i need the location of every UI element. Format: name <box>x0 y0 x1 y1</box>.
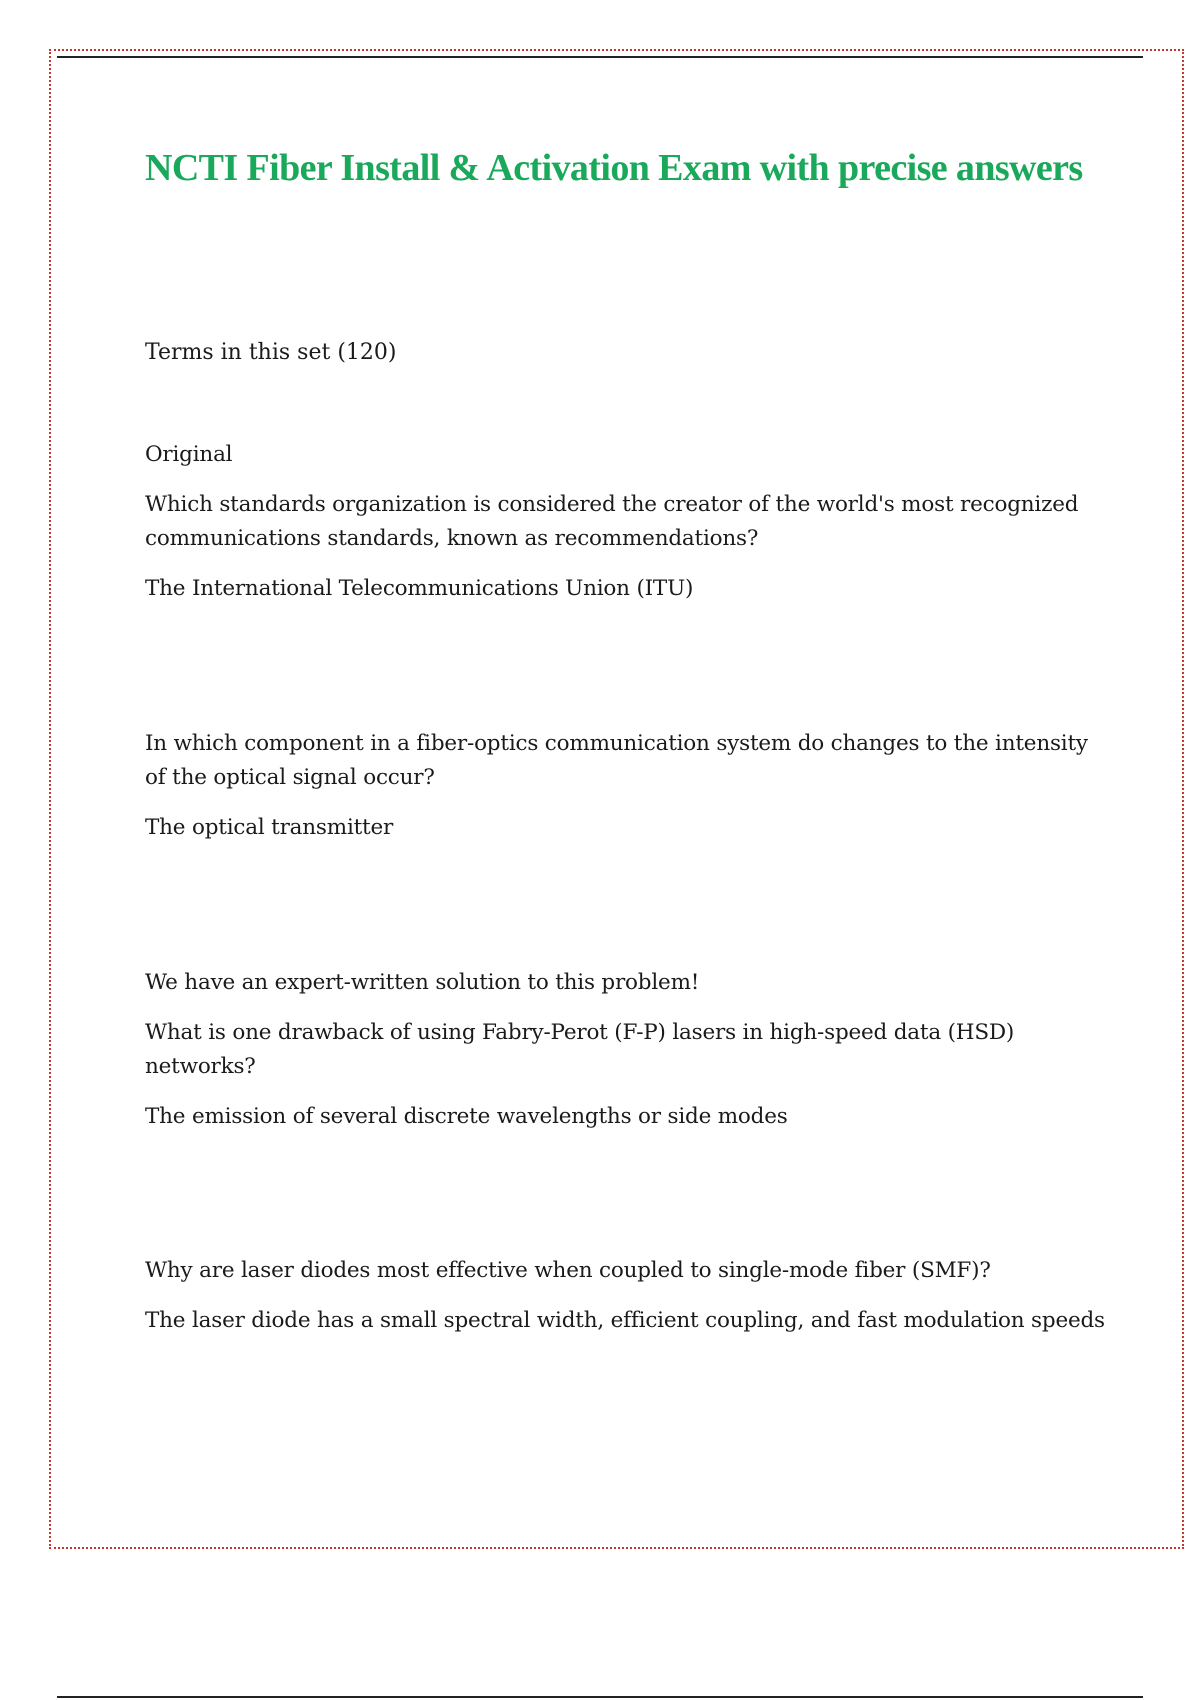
flashcard-1 <box>145 438 1105 606</box>
card-question: Which standards organization is considered the creator of the world's most recognized communications standards, known as recommendations? <box>145 492 1079 551</box>
terms-count: Terms in this set (120) <box>145 340 397 365</box>
card-answer: The emission of several discrete wavelengths or side modes <box>145 1104 788 1129</box>
card-question: What is one drawback of using Fabry-Perot (F-P) lasers in high-speed data (HSD) networks? <box>145 1020 1015 1079</box>
card-tag: Original <box>145 442 233 467</box>
card-answer: The International Telecommunications Union (ITU) <box>145 576 694 601</box>
card-tag: We have an expert-written solution to this problem! <box>145 970 700 995</box>
document-title: NCTI Fiber Install & Activation Exam with precise answers <box>145 147 1083 189</box>
card-question: Why are laser diodes most effective when coupled to single-mode fiber (SMF)? <box>145 1258 991 1283</box>
flashcard-4 <box>145 1254 1105 1338</box>
card-question: In which component in a fiber-optics communication system do changes to the intensity of the optical signal occur? <box>145 731 1088 790</box>
footer-rule <box>57 1696 1143 1698</box>
card-answer: The laser diode has a small spectral width, efficient coupling, and fast modulation speeds <box>145 1308 1105 1333</box>
header-rule <box>57 56 1143 58</box>
card-answer: The optical transmitter <box>145 815 394 840</box>
document-body <box>145 140 1105 1333</box>
flashcard-3 <box>145 966 1105 1134</box>
flashcard-2 <box>145 727 1105 845</box>
